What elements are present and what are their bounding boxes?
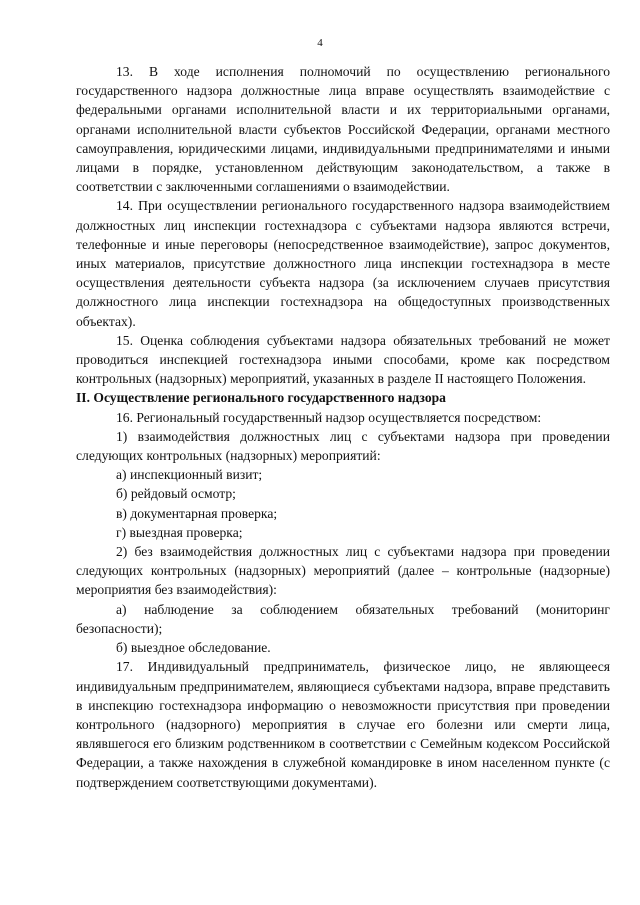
paragraph-17: 17. Индивидуальный предприниматель, физическое лицо, не являющееся индивидуальным предпринимателем, являющиеся субъектами надзора, вправе представить в инспекцию гостехнадзора информацию о невозможности присутствия при проведении контрольного (надзорного) мероприятия в случае его болезни или смерти лица, являвшегося его близким родственником в соответствии с Семейным кодексом Российской Федерации, а также нахождения в служебной командировке в ином населенном пункте (с подтверждением соответствующими документами). <box>76 659 610 790</box>
list-item-2b: б) выездное обследование. <box>116 640 271 656</box>
list-item-1: 1) взаимодействия должностных лиц с субъектами надзора при проведении следующих контрольных (надзорных) мероприятий: <box>76 428 610 464</box>
section-heading: II. Осуществление регионального государственного надзора <box>76 390 446 406</box>
paragraph-15: 15. Оценка соблюдения субъектами надзора обязательных требований не может проводиться инспекцией гостехнадзора иными способами, кроме как посредством контрольных (надзорных) мероприятий, указанных в разделе II настоящего Положения. <box>76 332 610 387</box>
list-item-1d: г) выездная проверка; <box>116 524 243 540</box>
paragraph-16: 16. Региональный государственный надзор осуществляется посредством: <box>116 409 542 425</box>
list-item-1b: б) рейдовый осмотр; <box>116 486 236 502</box>
list-item-2a: а) наблюдение за соблюдением обязательных требований (мониторинг безопасности); <box>76 601 610 636</box>
document-body <box>76 62 610 792</box>
page-number: 4 <box>317 37 323 49</box>
list-item-1c: в) документарная проверка; <box>116 505 278 521</box>
list-item-1a: а) инспекционный визит; <box>116 467 263 483</box>
paragraph-14: 14. При осуществлении регионального государственного надзора взаимодействием должностных лиц инспекции гостехнадзора с субъектами надзора являются встречи, телефонные и иные переговоры (непосредственное взаимодействие), запрос документов, иных материалов, присутствие должностного лица инспекции гостехнадзора в месте осуществления деятельности субъекта надзора (за исключением случаев присутствия должностного лица инспекции гостехнадзора на общедоступных производственных объектах). <box>76 198 610 329</box>
list-item-2: 2) без взаимодействия должностных лиц с субъектами надзора при проведении следующих контрольных (надзорных) мероприятий (далее – контрольные (надзорные) мероприятия без взаимодействия): <box>76 544 610 598</box>
paragraph-13: 13. В ходе исполнения полномочий по осуществлению регионального государственного надзора должностные лица вправе осуществлять взаимодействие с федеральными органами исполнительной власти и их территориальными органами, органами исполнительной власти субъектов Российской Федерации, органами местного самоуправления, юридическими лицами, индивидуальными предпринимателями и иными лицами в порядке, установленном действующим законодательством, а также в соответствии с заключенными соглашениями о взаимодействии. <box>76 64 610 195</box>
